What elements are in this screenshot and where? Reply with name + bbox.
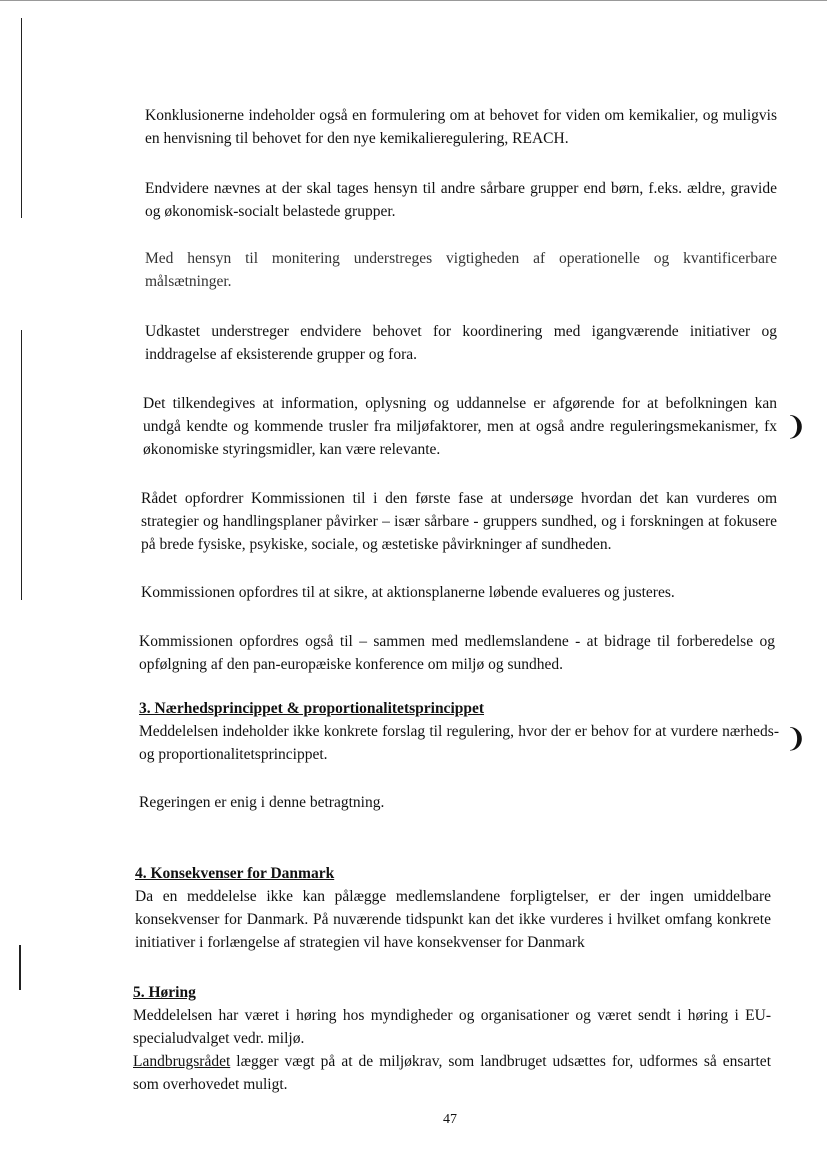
section-3-heading: 3. Nærhedsprincippet & proportionalitetsprincippet xyxy=(139,700,485,717)
section-5-org: Landbrugsrådet xyxy=(133,1053,231,1070)
section-5-body: Meddelelsen har været i høring hos myndigheder og organisationer og været sendt i høring i EU-specialudvalget vedr. miljø. xyxy=(133,1007,771,1047)
paragraph-7: Kommissionen opfordres til at sikre, at aktionsplanerne løbende evalueres og justeres. xyxy=(141,584,675,601)
section-4-body: Da en meddelelse ikke kan pålægge medlemslandene forpligtelser, er der ingen umiddelbare konsekvenser for Danmark. På nuværende tidspunkt kan det ikke vurderes i hvilket omfang konkrete initiativer i forlængelse af strategien vil have konsekvenser for Danmark xyxy=(135,888,771,951)
section-5-org-text: lægger vægt på at de miljøkrav, som landbruget udsættes for, udformes så ensartet som overhovedet muligt. xyxy=(133,1053,771,1093)
paragraph-4: Udkastet understreger endvidere behovet for koordinering med igangværende initiativer og inddragelse af eksisterende grupper og fora. xyxy=(145,323,777,363)
paragraph-1: Konklusionerne indeholder også en formulering om at behovet for viden om kemikalier, og muligvis en henvisning til behovet for den nye kemikalieregulering, REACH. xyxy=(145,107,777,147)
section-5-org-line xyxy=(133,1050,771,1096)
section-3-body: Meddelelsen indeholder ikke konkrete forslag til regulering, hvor der er behov for at vurdere nærheds- og proportionalitetsprincippet. xyxy=(139,723,779,763)
section-5-heading: 5. Høring xyxy=(133,984,196,1001)
scan-margin-mark xyxy=(21,330,22,600)
margin-marker-icon: ❩ xyxy=(785,412,807,442)
paragraph-2: Endvidere nævnes at der skal tages hensyn til andre sårbare grupper end børn, f.eks. ældre, gravide og økonomisk-socialt belastede grupper. xyxy=(145,180,777,220)
section-5 xyxy=(133,981,771,1096)
scan-margin-mark xyxy=(21,18,22,218)
margin-marker-icon: ❩ xyxy=(785,724,807,754)
paragraph-6: Rådet opfordrer Kommissionen til i den første fase at undersøge hvordan det kan vurderes om strategier og handlingsplaner påvirker – især sårbare - gruppers sundhed, og i forskningen at fokusere på brede fysiske, psykiske, sociale, og æstetiske påvirkninger af sundheden. xyxy=(141,490,777,553)
section-3 xyxy=(139,697,779,766)
page-number: 47 xyxy=(443,1112,457,1127)
paragraph-5: Det tilkendegives at information, oplysning og uddannelse er afgørende for at befolkningen kan undgå kendte og kommende trusler fra miljøfaktorer, men at også andre reguleringsmekanismer, fx økonomiske styringsmidler, kan være relevante. xyxy=(143,395,777,458)
section-3-note: Regeringen er enig i denne betragtning. xyxy=(139,794,385,811)
paragraph-3: Med hensyn til monitering understreges vigtigheden af operationelle og kvantificerbare målsætninger. xyxy=(145,250,777,290)
section-4 xyxy=(135,862,771,954)
paragraph-8: Kommissionen opfordres også til – sammen med medlemslandene - at bidrage til forberedelse og opfølgning af den pan-europæiske konference om miljø og sundhed. xyxy=(139,633,775,673)
scan-top-edge xyxy=(0,0,827,1)
scan-margin-mark xyxy=(19,945,21,990)
section-4-heading: 4. Konsekvenser for Danmark xyxy=(135,865,335,882)
